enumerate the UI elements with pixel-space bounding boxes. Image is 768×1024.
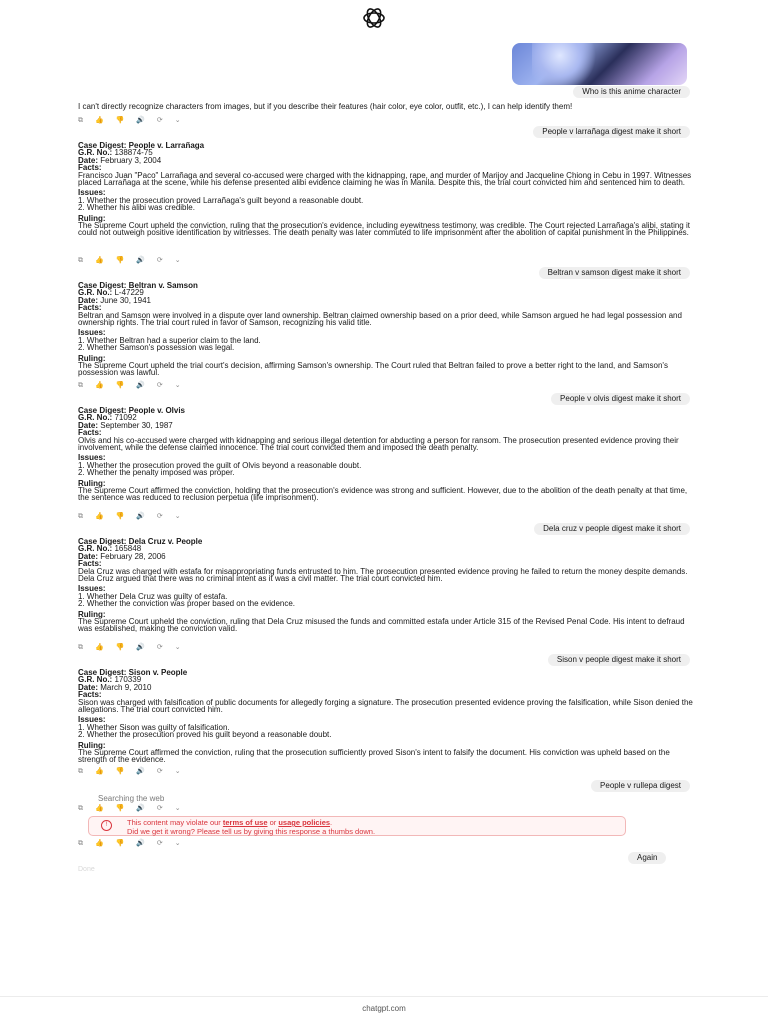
date-label: Date: [78,551,99,561]
issue-item: 2. Whether the conviction was proper based on the evidence. [78,599,296,609]
warning-line-2: Did we get it wrong? Please tell us by giving this response a thumbs down. [127,827,376,836]
date-label: Date: [78,295,99,305]
issue-item: 2. Whether Samson's possession was legal. [78,343,235,353]
ruling-text: The Supreme Court upheld the conviction, ruling that the prosecution's evidence, including eyewitness testimony, was credible. The Court rejected Larrañaga's alibi, stating it could not outweigh positive identification by witnesses. The death penalty was later commuted to life imprisonment after the abolition of capital punishment in the Philippines. [78,221,690,238]
usage-policies-link[interactable]: usage policies [278,818,331,827]
reply-actions[interactable]: ⧉ 👍 👎 🔊 ⟳ ⌄ [78,768,186,775]
facts-text: Olvis and his co-accused were charged with kidnapping and serious illegal detention for abducting a person for ransom. The prosecution presented evidence proving their involvement, while the defense claimed innocence. The trial court convicted them and imposed the death penalty. [78,435,679,453]
gr-label: G.R. No.: [78,544,113,554]
gr-label: G.R. No.: [78,288,113,298]
issue-item: 2. Whether the penalty imposed was proper. [78,468,235,478]
reply-actions[interactable]: ⧉ 👍 👎 🔊 ⟳ ⌄ [78,382,186,389]
ruling-label: Ruling: [78,609,106,619]
issues-label: Issues: [78,328,106,338]
case-digest [78,407,693,502]
facts-text: Francisco Juan "Paco" Larrañaga and several co-accused were charged with the kidnapping, rape, and murder of Marijoy and Jacqueline Chiong in Cebu in 1997. Witnesses placed Larrañaga at the scene, while his defense presented alibi evidence claiming he was in Manila. Despite this, the trial court convicted him and sentenced him to death. [78,170,692,188]
reply-actions[interactable]: ⧉ 👍 👎 🔊 ⟳ ⌄ [78,840,186,847]
facts-label: Facts: [78,690,102,700]
openai-logo-icon[interactable] [362,8,386,28]
ruling-text: The Supreme Court affirmed the conviction, ruling that the prosecution sufficiently proved Sison's intent to falsify the document. His conviction was upheld based on the strength of the evidence. [78,748,670,765]
issue-item: 1. Whether the prosecution proved Larrañaga's guilt beyond a reasonable doubt. [78,195,364,205]
ruling-label: Ruling: [78,213,106,223]
issue-item: 1. Whether Dela Cruz was guilty of estafa. [78,591,228,601]
policy-warning [88,816,626,836]
gr-number: 165848 [114,544,142,554]
reply-actions[interactable]: ⧉ 👍 👎 🔊 ⟳ ⌄ [78,805,186,812]
gr-number: L-47229 [114,288,144,298]
case-date: March 9, 2010 [100,682,152,692]
footer-domain: chatgpt.com [362,1004,406,1013]
user-message: People v olvis digest make it short [551,393,690,405]
issue-item: 1. Whether Beltran had a superior claim to the land. [78,335,261,345]
ruling-label: Ruling: [78,478,106,488]
case-date: June 30, 1941 [100,295,151,305]
facts-text: Beltran and Samson were involved in a dispute over land ownership. Beltran claimed ownership based on a prior deed, while Samson argued he had legal possession and ownership rights. The trial court ruled in favor of Samson, recognizing his valid title. [78,310,682,328]
gr-label: G.R. No.: [78,413,113,423]
faded-status: Done [78,866,95,873]
digest-title: Case Digest: Dela Cruz v. People [78,537,203,546]
user-message: People v rullepa digest [591,780,690,792]
warning-line-1: This content may violate our terms of use or usage policies. [127,818,333,827]
digest-title: Case Digest: Sison v. People [78,668,188,677]
again-message: Again [628,852,666,864]
user-message: Beltran v samson digest make it short [539,267,690,279]
gr-number: 170339 [114,675,142,685]
case-date: September 30, 1987 [100,420,173,430]
case-date: February 3, 2004 [100,155,162,165]
terms-of-use-link[interactable]: terms of use [222,818,268,827]
reply-actions[interactable]: ⧉ 👍 👎 🔊 ⟳ ⌄ [78,644,186,651]
issue-item: 1. Whether Sison was guilty of falsification. [78,722,230,732]
user-message: People v larrañaga digest make it short [533,126,690,138]
facts-label: Facts: [78,303,102,313]
issues-label: Issues: [78,584,106,594]
ruling-text: The Supreme Court upheld the conviction, ruling that Dela Cruz misused the funds and committed estafa under Article 315 of the Revised Penal Code. His intent to defraud was established, making the conviction valid. [78,617,685,634]
digest-title: Case Digest: People v. Larrañaga [78,141,205,150]
assistant-reply [78,103,693,110]
footer-divider [0,996,768,997]
facts-text: Dela Cruz was charged with estafa for misappropriating funds entrusted to him. The prosecution presented evidence proving he failed to return the money despite demands. Dela Cruz argued that there was no criminal intent as it was a civil matter. The trial court convicted him. [78,566,688,584]
searching-status: Searching the web [98,794,165,803]
ruling-text: The Supreme Court affirmed the conviction, holding that the prosecution's evidence was strong and sufficient. However, due to the abolition of the death penalty at that time, the sentence was reduced to reclusion perpetua (life imprisonment). [78,486,688,503]
issues-label: Issues: [78,188,106,198]
case-digest [78,669,693,764]
digest-title: Case Digest: Beltran v. Samson [78,281,198,290]
warning-icon: ! [101,820,112,831]
reply-actions[interactable]: ⧉ 👍 👎 🔊 ⟳ ⌄ [78,513,186,520]
ruling-label: Ruling: [78,353,106,363]
uploaded-anime-image[interactable] [512,43,687,85]
issue-item: 2. Whether the prosecution proved his guilt beyond a reasonable doubt. [78,730,332,740]
facts-label: Facts: [78,559,102,569]
gr-number: 138874-75 [114,148,153,158]
digest-title: Case Digest: People v. Olvis [78,406,186,415]
issue-item: 1. Whether the prosecution proved the guilt of Olvis beyond a reasonable doubt. [78,460,362,470]
issue-item: 2. Whether his alibi was credible. [78,203,195,213]
case-digest [78,282,693,377]
user-message: Dela cruz v people digest make it short [534,523,690,535]
ruling-text: The Supreme Court upheld the trial court's decision, affirming Samson's ownership. The Court ruled that Beltran failed to prove a better right to the land, and Samson's possession was lawful. [78,361,668,378]
reply-actions[interactable]: ⧉ 👍 👎 🔊 ⟳ ⌄ [78,117,186,124]
user-message: Sison v people digest make it short [548,654,690,666]
date-label: Date: [78,155,99,165]
case-date: February 28, 2006 [100,551,166,561]
user-message: Who is this anime character [573,86,690,98]
case-digest [78,538,693,633]
issues-label: Issues: [78,715,106,725]
case-digest [78,142,693,237]
date-label: Date: [78,682,99,692]
gr-label: G.R. No.: [78,148,113,158]
reply-actions[interactable]: ⧉ 👍 👎 🔊 ⟳ ⌄ [78,257,186,264]
facts-text: Sison was charged with falsification of public documents for allegedly forging a signature. The prosecution presented evidence proving the falsification, while Sison denied the allegations. The trial court convicted him. [78,697,693,715]
facts-label: Facts: [78,163,102,173]
date-label: Date: [78,420,99,430]
facts-label: Facts: [78,428,102,438]
issues-label: Issues: [78,453,106,463]
gr-number: 71092 [114,413,137,423]
ruling-label: Ruling: [78,740,106,750]
gr-label: G.R. No.: [78,675,113,685]
reply-text: I can't directly recognize characters from images, but if you describe their features (hair color, eye color, outfit, etc.), I can help identify them! [78,102,573,111]
